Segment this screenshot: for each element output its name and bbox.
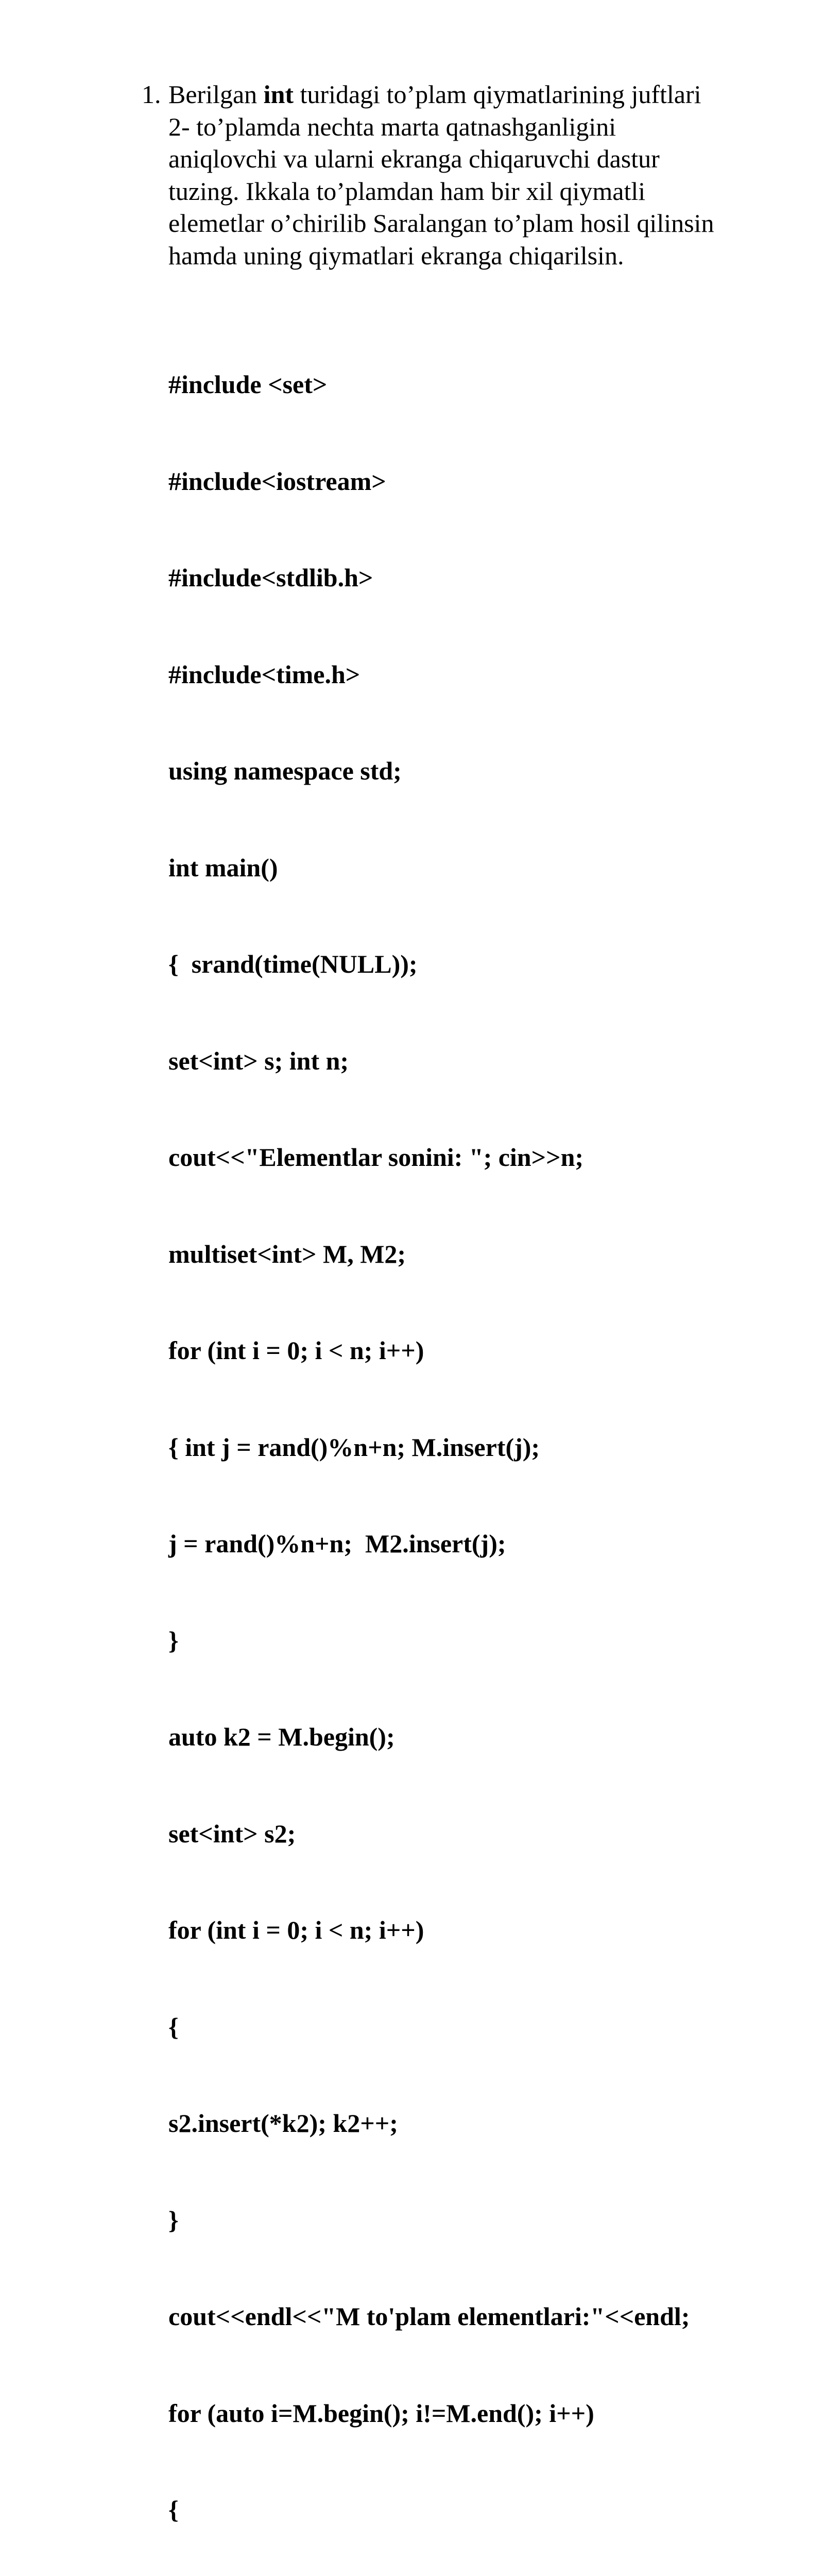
code-line: }	[168, 2205, 179, 2234]
code-line: int main()	[168, 853, 278, 882]
code-line: set<int> s2;	[168, 1819, 296, 1848]
code-line: }	[168, 1625, 179, 1655]
task-item	[142, 78, 775, 272]
code-line: for (int i = 0; i < n; i++)	[168, 1916, 424, 1944]
code-listing	[168, 304, 690, 2576]
task-number: 1.	[142, 80, 161, 109]
code-line: #include<time.h>	[168, 659, 360, 689]
code-line: cout<<endl<<"M to'plam elementlari:"<<endl;	[168, 2302, 690, 2331]
code-line: #include<stdlib.h>	[168, 563, 373, 592]
task-line: aniqlovchi va ularni ekranga chiqaruvchi dastur	[168, 144, 660, 173]
code-line: cout<<"Elementlar sonini: "; cin>>n;	[168, 1143, 584, 1172]
task-line: hamda uning qiymatlari ekranga chiqarilsin.	[168, 241, 624, 270]
task-line: elemetlar o’chirilib Saralangan to’plam hosil qilinsin	[168, 209, 714, 238]
code-line: {	[168, 2495, 179, 2524]
code-line: auto k2 = M.begin();	[168, 1722, 395, 1751]
code-line: s2.insert(*k2); k2++;	[168, 2109, 398, 2138]
code-line: set<int> s; int n;	[168, 1046, 349, 1075]
task-line: tuzing. Ikkala to’plamdan ham bir xil qiymatli	[168, 176, 646, 206]
code-line: { int j = rand()%n+n; M.insert(j);	[168, 1432, 540, 1462]
task-text	[168, 78, 774, 272]
code-line: #include <set>	[168, 370, 328, 399]
code-line: for (int i = 0; i < n; i++)	[168, 1336, 424, 1365]
code-line: multiset<int> M, M2;	[168, 1239, 406, 1268]
task-line: Berilgan int turidagi to’plam qiymatlarining juftlari	[168, 80, 701, 109]
task-keyword: int	[263, 80, 294, 109]
code-line: #include<iostream>	[168, 466, 386, 496]
code-line: for (auto i=M.begin(); i!=M.end(); i++)	[168, 2398, 594, 2428]
code-line: j = rand()%n+n; M2.insert(j);	[168, 1529, 506, 1558]
code-line: { srand(time(NULL));	[168, 950, 418, 978]
code-line: using namespace std;	[168, 756, 402, 785]
task-line: 2- to’plamda nechta marta qatnashganligini	[168, 112, 616, 141]
code-line: {	[168, 2012, 179, 2041]
